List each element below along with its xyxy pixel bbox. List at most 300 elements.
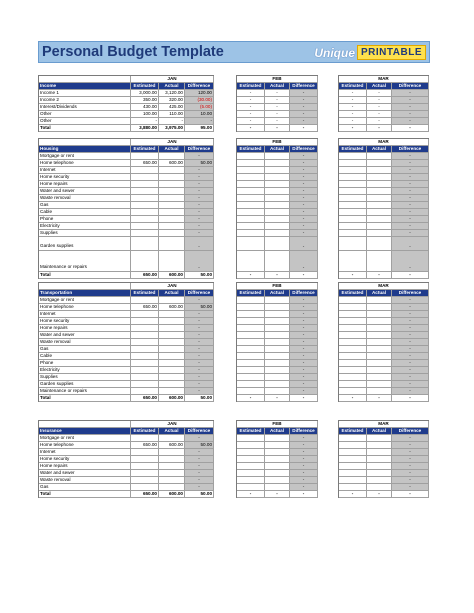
actual-cell[interactable] [265,167,290,174]
difference-cell[interactable]: - [185,118,214,125]
difference-cell[interactable]: - [290,125,318,132]
estimated-cell[interactable] [131,346,159,353]
estimated-cell[interactable] [339,216,367,223]
difference-cell[interactable]: - [185,216,214,223]
difference-cell[interactable]: - [290,374,318,381]
difference-cell[interactable]: - [185,153,214,160]
difference-cell[interactable]: - [185,181,214,188]
estimated-cell[interactable] [339,251,367,272]
difference-cell[interactable]: - [185,237,214,251]
difference-cell[interactable]: - [185,209,214,216]
actual-cell[interactable] [367,353,392,360]
actual-cell[interactable] [367,456,392,463]
estimated-cell[interactable]: 650.00 [131,442,159,449]
estimated-cell[interactable]: 650.00 [131,272,159,279]
estimated-cell[interactable] [339,181,367,188]
actual-cell[interactable] [159,367,185,374]
estimated-cell[interactable] [131,311,159,318]
estimated-cell[interactable] [339,188,367,195]
actual-cell[interactable] [367,339,392,346]
actual-cell[interactable] [159,237,185,251]
difference-cell[interactable]: - [290,223,318,230]
difference-cell[interactable]: - [185,456,214,463]
actual-cell[interactable]: 3,975.00 [159,125,185,132]
estimated-cell[interactable] [237,470,265,477]
actual-cell[interactable]: 3,120.00 [159,90,185,97]
estimated-cell[interactable] [237,230,265,237]
estimated-cell[interactable]: - [339,111,367,118]
difference-cell[interactable]: - [185,202,214,209]
estimated-cell[interactable] [339,160,367,167]
actual-cell[interactable]: 600.00 [159,442,185,449]
estimated-cell[interactable]: 350.00 [131,97,159,104]
actual-cell[interactable] [367,230,392,237]
actual-cell[interactable] [265,181,290,188]
actual-cell[interactable]: 110.00 [159,111,185,118]
actual-cell[interactable] [159,209,185,216]
estimated-cell[interactable] [237,456,265,463]
actual-cell[interactable]: 600.00 [159,160,185,167]
estimated-cell[interactable] [237,181,265,188]
estimated-cell[interactable]: - [339,125,367,132]
actual-cell[interactable] [159,297,185,304]
estimated-cell[interactable] [339,374,367,381]
actual-cell[interactable] [265,442,290,449]
estimated-cell[interactable]: 430.00 [131,104,159,111]
difference-cell[interactable]: - [185,297,214,304]
actual-cell[interactable] [367,160,392,167]
actual-cell[interactable] [159,449,185,456]
actual-cell[interactable] [265,374,290,381]
actual-cell[interactable] [159,202,185,209]
estimated-cell[interactable] [131,216,159,223]
actual-cell[interactable] [159,325,185,332]
actual-cell[interactable] [265,477,290,484]
difference-cell[interactable]: - [392,491,429,498]
estimated-cell[interactable] [131,456,159,463]
actual-cell[interactable]: - [265,90,290,97]
difference-cell[interactable]: - [290,435,318,442]
difference-cell[interactable]: - [185,346,214,353]
difference-cell[interactable]: - [290,381,318,388]
actual-cell[interactable] [265,367,290,374]
estimated-cell[interactable]: - [237,97,265,104]
estimated-cell[interactable] [339,477,367,484]
difference-cell[interactable]: - [290,360,318,367]
difference-cell[interactable]: - [290,167,318,174]
actual-cell[interactable] [367,470,392,477]
estimated-cell[interactable] [237,381,265,388]
actual-cell[interactable] [265,311,290,318]
estimated-cell[interactable] [131,237,159,251]
estimated-cell[interactable] [339,456,367,463]
estimated-cell[interactable] [339,230,367,237]
actual-cell[interactable] [265,339,290,346]
difference-cell[interactable]: - [290,160,318,167]
difference-cell[interactable]: - [392,367,429,374]
estimated-cell[interactable] [237,353,265,360]
difference-cell[interactable]: - [290,230,318,237]
actual-cell[interactable] [367,202,392,209]
actual-cell[interactable]: - [265,491,290,498]
difference-cell[interactable]: - [290,470,318,477]
actual-cell[interactable] [265,188,290,195]
actual-cell[interactable] [367,195,392,202]
actual-cell[interactable] [159,463,185,470]
difference-cell[interactable]: - [290,388,318,395]
estimated-cell[interactable] [237,484,265,491]
difference-cell[interactable]: - [392,360,429,367]
difference-cell[interactable]: - [290,195,318,202]
difference-cell[interactable]: - [290,216,318,223]
actual-cell[interactable] [159,484,185,491]
difference-cell[interactable]: - [290,111,318,118]
actual-cell[interactable] [265,388,290,395]
estimated-cell[interactable] [339,346,367,353]
difference-cell[interactable]: - [185,484,214,491]
estimated-cell[interactable] [237,297,265,304]
actual-cell[interactable] [159,216,185,223]
estimated-cell[interactable] [131,209,159,216]
actual-cell[interactable] [265,325,290,332]
difference-cell[interactable]: - [185,374,214,381]
estimated-cell[interactable] [237,449,265,456]
estimated-cell[interactable] [339,470,367,477]
estimated-cell[interactable] [339,167,367,174]
estimated-cell[interactable] [339,209,367,216]
actual-cell[interactable] [159,223,185,230]
difference-cell[interactable]: - [392,325,429,332]
actual-cell[interactable] [265,449,290,456]
estimated-cell[interactable]: - [339,272,367,279]
estimated-cell[interactable] [131,223,159,230]
actual-cell[interactable]: - [367,395,392,402]
estimated-cell[interactable] [237,160,265,167]
actual-cell[interactable] [159,167,185,174]
difference-cell[interactable]: - [185,230,214,237]
difference-cell[interactable]: (30.00) [185,97,214,104]
actual-cell[interactable] [265,230,290,237]
actual-cell[interactable] [265,435,290,442]
difference-cell[interactable]: 10.00 [185,111,214,118]
estimated-cell[interactable] [131,230,159,237]
actual-cell[interactable] [265,160,290,167]
estimated-cell[interactable] [237,195,265,202]
estimated-cell[interactable]: 3,880.00 [131,125,159,132]
difference-cell[interactable]: 95.00 [185,125,214,132]
actual-cell[interactable] [159,477,185,484]
estimated-cell[interactable] [339,442,367,449]
difference-cell[interactable]: - [392,332,429,339]
estimated-cell[interactable] [237,360,265,367]
estimated-cell[interactable]: - [237,395,265,402]
difference-cell[interactable]: - [392,463,429,470]
estimated-cell[interactable]: - [237,118,265,125]
actual-cell[interactable] [159,374,185,381]
actual-cell[interactable] [265,463,290,470]
estimated-cell[interactable] [339,332,367,339]
estimated-cell[interactable] [237,216,265,223]
estimated-cell[interactable]: - [339,395,367,402]
estimated-cell[interactable] [237,463,265,470]
difference-cell[interactable]: - [290,484,318,491]
actual-cell[interactable] [265,223,290,230]
actual-cell[interactable] [159,188,185,195]
estimated-cell[interactable]: - [237,125,265,132]
actual-cell[interactable]: - [265,104,290,111]
difference-cell[interactable]: 50.00 [185,491,214,498]
difference-cell[interactable]: - [392,470,429,477]
actual-cell[interactable] [367,463,392,470]
actual-cell[interactable]: 600.00 [159,272,185,279]
difference-cell[interactable]: - [392,353,429,360]
actual-cell[interactable] [367,346,392,353]
difference-cell[interactable]: - [290,297,318,304]
estimated-cell[interactable] [237,174,265,181]
difference-cell[interactable]: - [290,181,318,188]
actual-cell[interactable] [367,442,392,449]
estimated-cell[interactable] [339,388,367,395]
actual-cell[interactable] [159,346,185,353]
difference-cell[interactable]: - [392,374,429,381]
estimated-cell[interactable] [237,304,265,311]
difference-cell[interactable]: - [290,304,318,311]
actual-cell[interactable] [367,367,392,374]
estimated-cell[interactable] [339,237,367,251]
actual-cell[interactable] [367,381,392,388]
estimated-cell[interactable]: - [237,104,265,111]
difference-cell[interactable]: - [185,477,214,484]
actual-cell[interactable] [265,360,290,367]
actual-cell[interactable] [159,456,185,463]
actual-cell[interactable] [367,311,392,318]
actual-cell[interactable] [367,318,392,325]
difference-cell[interactable]: - [290,251,318,272]
difference-cell[interactable]: - [290,318,318,325]
estimated-cell[interactable] [131,339,159,346]
estimated-cell[interactable] [339,297,367,304]
estimated-cell[interactable] [131,325,159,332]
estimated-cell[interactable] [131,470,159,477]
actual-cell[interactable] [265,202,290,209]
difference-cell[interactable]: - [290,188,318,195]
actual-cell[interactable] [367,325,392,332]
actual-cell[interactable] [367,174,392,181]
difference-cell[interactable]: - [392,188,429,195]
estimated-cell[interactable] [237,339,265,346]
difference-cell[interactable]: - [290,449,318,456]
estimated-cell[interactable] [131,251,159,272]
actual-cell[interactable] [265,381,290,388]
estimated-cell[interactable] [131,188,159,195]
actual-cell[interactable] [265,209,290,216]
difference-cell[interactable]: - [392,230,429,237]
estimated-cell[interactable] [237,153,265,160]
actual-cell[interactable]: - [367,491,392,498]
difference-cell[interactable]: - [185,353,214,360]
estimated-cell[interactable] [237,167,265,174]
actual-cell[interactable] [159,230,185,237]
actual-cell[interactable]: - [265,111,290,118]
estimated-cell[interactable] [339,202,367,209]
actual-cell[interactable] [159,381,185,388]
actual-cell[interactable]: - [367,272,392,279]
estimated-cell[interactable] [339,195,367,202]
difference-cell[interactable]: - [290,395,318,402]
difference-cell[interactable]: - [290,442,318,449]
difference-cell[interactable]: 50.00 [185,160,214,167]
difference-cell[interactable]: - [185,360,214,367]
difference-cell[interactable]: 120.00 [185,90,214,97]
difference-cell[interactable]: - [290,104,318,111]
actual-cell[interactable] [265,195,290,202]
actual-cell[interactable]: 320.00 [159,97,185,104]
difference-cell[interactable]: - [392,477,429,484]
actual-cell[interactable]: - [265,118,290,125]
estimated-cell[interactable] [237,223,265,230]
actual-cell[interactable] [159,332,185,339]
actual-cell[interactable]: 425.00 [159,104,185,111]
difference-cell[interactable]: - [290,311,318,318]
estimated-cell[interactable] [131,153,159,160]
difference-cell[interactable]: - [290,353,318,360]
estimated-cell[interactable]: - [339,118,367,125]
estimated-cell[interactable] [237,237,265,251]
estimated-cell[interactable]: - [237,111,265,118]
difference-cell[interactable]: - [392,104,429,111]
difference-cell[interactable]: - [185,188,214,195]
difference-cell[interactable]: - [392,153,429,160]
difference-cell[interactable]: (5.00) [185,104,214,111]
difference-cell[interactable]: - [290,153,318,160]
difference-cell[interactable]: 50.00 [185,304,214,311]
difference-cell[interactable]: - [392,216,429,223]
actual-cell[interactable]: 600.00 [159,304,185,311]
difference-cell[interactable]: - [392,167,429,174]
estimated-cell[interactable] [237,311,265,318]
actual-cell[interactable] [367,360,392,367]
difference-cell[interactable]: - [185,325,214,332]
difference-cell[interactable]: - [392,111,429,118]
actual-cell[interactable]: - [367,125,392,132]
estimated-cell[interactable] [237,251,265,272]
difference-cell[interactable]: - [185,311,214,318]
difference-cell[interactable]: - [185,381,214,388]
difference-cell[interactable]: - [392,223,429,230]
difference-cell[interactable]: - [290,90,318,97]
actual-cell[interactable] [159,318,185,325]
estimated-cell[interactable]: 650.00 [131,395,159,402]
difference-cell[interactable]: - [392,435,429,442]
difference-cell[interactable]: - [290,463,318,470]
actual-cell[interactable] [159,353,185,360]
actual-cell[interactable] [367,153,392,160]
difference-cell[interactable]: - [392,456,429,463]
actual-cell[interactable] [159,435,185,442]
difference-cell[interactable]: - [392,125,429,132]
difference-cell[interactable]: - [392,118,429,125]
estimated-cell[interactable]: 650.00 [131,491,159,498]
estimated-cell[interactable] [237,367,265,374]
difference-cell[interactable]: - [392,297,429,304]
difference-cell[interactable]: - [290,118,318,125]
estimated-cell[interactable] [339,318,367,325]
difference-cell[interactable]: - [290,367,318,374]
estimated-cell[interactable]: - [237,272,265,279]
difference-cell[interactable]: - [185,195,214,202]
estimated-cell[interactable] [131,367,159,374]
estimated-cell[interactable] [339,353,367,360]
estimated-cell[interactable] [131,167,159,174]
estimated-cell[interactable] [131,388,159,395]
difference-cell[interactable]: - [290,325,318,332]
estimated-cell[interactable]: 100.00 [131,111,159,118]
actual-cell[interactable] [367,304,392,311]
actual-cell[interactable] [367,188,392,195]
difference-cell[interactable]: 50.00 [185,395,214,402]
actual-cell[interactable] [265,216,290,223]
difference-cell[interactable]: - [392,174,429,181]
estimated-cell[interactable]: - [339,491,367,498]
actual-cell[interactable] [367,388,392,395]
difference-cell[interactable]: - [185,251,214,272]
estimated-cell[interactable] [339,223,367,230]
difference-cell[interactable]: - [392,209,429,216]
estimated-cell[interactable]: - [339,90,367,97]
actual-cell[interactable] [159,181,185,188]
estimated-cell[interactable] [131,195,159,202]
difference-cell[interactable]: - [290,97,318,104]
difference-cell[interactable]: - [290,346,318,353]
actual-cell[interactable]: - [265,272,290,279]
difference-cell[interactable]: - [392,346,429,353]
difference-cell[interactable]: - [392,97,429,104]
difference-cell[interactable]: - [185,367,214,374]
estimated-cell[interactable] [237,209,265,216]
estimated-cell[interactable]: - [131,118,159,125]
actual-cell[interactable] [367,251,392,272]
actual-cell[interactable] [265,470,290,477]
actual-cell[interactable] [367,332,392,339]
actual-cell[interactable] [367,216,392,223]
actual-cell[interactable]: - [265,97,290,104]
estimated-cell[interactable] [131,202,159,209]
estimated-cell[interactable] [237,188,265,195]
estimated-cell[interactable] [339,174,367,181]
actual-cell[interactable] [367,374,392,381]
difference-cell[interactable]: - [185,388,214,395]
estimated-cell[interactable] [237,388,265,395]
difference-cell[interactable]: - [185,223,214,230]
actual-cell[interactable] [159,339,185,346]
difference-cell[interactable]: - [185,463,214,470]
actual-cell[interactable] [159,470,185,477]
estimated-cell[interactable] [131,374,159,381]
actual-cell[interactable] [265,332,290,339]
difference-cell[interactable]: - [392,251,429,272]
estimated-cell[interactable] [339,484,367,491]
actual-cell[interactable] [265,297,290,304]
difference-cell[interactable]: - [185,449,214,456]
estimated-cell[interactable] [339,304,367,311]
actual-cell[interactable] [265,153,290,160]
difference-cell[interactable]: - [392,237,429,251]
actual-cell[interactable] [367,477,392,484]
estimated-cell[interactable] [237,202,265,209]
difference-cell[interactable]: - [392,181,429,188]
actual-cell[interactable] [265,237,290,251]
estimated-cell[interactable] [237,435,265,442]
